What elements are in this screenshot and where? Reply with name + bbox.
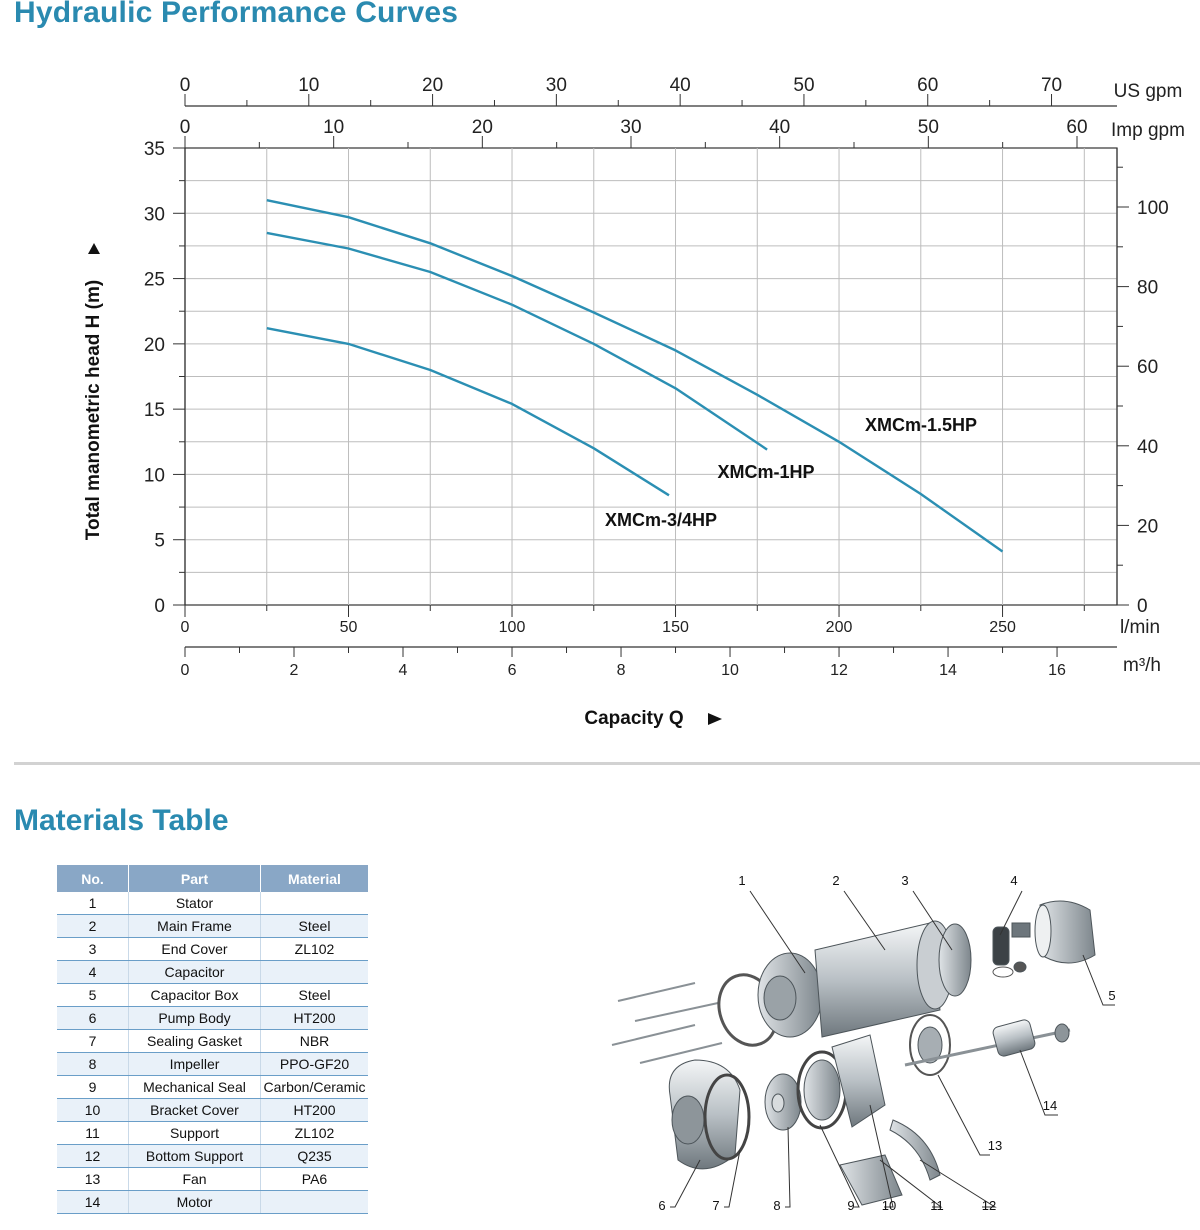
table-row [57,984,368,1007]
right-tick-label: 40 [1137,436,1159,458]
m3h-tick-label: 10 [721,662,739,679]
us-tick-label: 50 [793,75,815,96]
cell-part: Bracket Cover [129,1099,261,1122]
cell-material: HT200 [261,1007,369,1030]
header-no: No. [57,865,129,892]
pump-exploded-diagram [600,865,1140,1225]
m3h-tick-label: 2 [289,662,299,679]
cell-part: Pump Body [129,1007,261,1030]
pump-parts-drawing [612,901,1095,1205]
header-material: Material [261,865,369,892]
m3h-tick-label: 8 [616,662,626,679]
imp-tick-label: 40 [769,117,791,138]
cell-material: PA6 [261,1168,369,1191]
x-axis-title: Capacity Q [584,708,684,729]
curves-title: Hydraulic Performance Curves [14,0,459,29]
callout-number: 11 [930,1198,944,1213]
table-row [57,1191,368,1214]
cell-material: ZL102 [261,1122,369,1145]
callout-line [938,1075,990,1155]
us-tick-label: 30 [545,75,567,96]
table-row [57,892,368,915]
m3h-unit: m³/h [1123,655,1161,676]
table-row [57,1168,368,1191]
materials-title: Materials Table [14,804,229,837]
cell-material [261,892,369,915]
lmin-tick-label: 100 [498,619,526,636]
header-part: Part [129,865,261,892]
table-row [57,938,368,961]
imp-unit: Imp gpm [1111,120,1185,141]
cell-material: Steel [261,915,369,938]
cell-part: Sealing Gasket [129,1030,261,1053]
left-tick-label: 10 [143,465,165,487]
lmin-tick-label: 50 [339,619,358,636]
cell-material [261,961,369,984]
table-row [57,1099,368,1122]
cell-part: Capacitor [129,961,261,984]
m3h-tick-label: 12 [830,662,848,679]
cell-no: 14 [57,1191,129,1214]
table-row [57,1053,368,1076]
table-row [57,961,368,984]
callout-number: 3 [901,873,909,888]
y-axis-title: Total manometric head H (m) [83,279,104,541]
cell-part: Capacitor Box [129,984,261,1007]
callout-number: 1 [738,873,746,888]
series-label: XMCm-1HP [717,462,815,482]
callout-line [785,1127,790,1207]
cell-part: Bottom Support [129,1145,261,1168]
cell-material [261,1191,369,1214]
left-tick-label: 0 [154,596,165,617]
table-row [57,1145,368,1168]
cell-part: Impeller [129,1053,261,1076]
right-tick-label: 0 [1137,596,1148,617]
cell-no: 11 [57,1122,129,1145]
imp-tick-label: 50 [917,117,939,138]
imp-tick-label: 10 [323,117,345,138]
right-tick-label: 100 [1137,198,1169,220]
table-header-row [57,865,368,892]
right-tick-label: 80 [1137,277,1159,299]
us-tick-label: 0 [179,75,191,96]
cell-part: End Cover [129,938,261,961]
lmin-tick-label: 150 [662,619,689,636]
callout-number: 4 [1010,873,1018,888]
section-divider [14,762,1200,765]
callout-number: 8 [773,1198,781,1213]
cell-no: 2 [57,915,129,938]
cell-part: Mechanical Seal [129,1076,261,1099]
cell-no: 7 [57,1030,129,1053]
callout-number: 6 [658,1198,666,1213]
callout-number: 13 [987,1138,1003,1153]
cell-no: 9 [57,1076,129,1099]
callout-number: 12 [981,1198,997,1213]
right-tick-label: 60 [1137,357,1159,379]
m3h-tick-label: 4 [398,662,408,679]
cell-part: Support [129,1122,261,1145]
lmin-unit: l/min [1119,617,1161,638]
left-tick-label: 35 [143,139,165,160]
left-tick-label: 5 [154,530,165,552]
table-row [57,1076,368,1099]
callout-number: 10 [881,1198,897,1213]
imp-tick-label: 20 [471,117,493,138]
left-tick-label: 15 [143,400,165,422]
cell-no: 13 [57,1168,129,1191]
imp-tick-label: 30 [620,117,642,138]
lmin-tick-label: 0 [180,619,190,636]
cell-part: Main Frame [129,915,261,938]
table-row [57,1007,368,1030]
materials-table-body [57,892,368,1214]
cell-no: 4 [57,961,129,984]
callout-number: 9 [847,1198,855,1213]
us-tick-label: 10 [298,75,320,96]
callout-number: 2 [832,873,840,888]
table-row [57,1122,368,1145]
us-tick-label: 60 [917,75,939,96]
cell-no: 8 [57,1053,129,1076]
cell-no: 6 [57,1007,129,1030]
callout-number: 7 [712,1198,720,1213]
left-tick-label: 30 [143,204,165,226]
m3h-tick-label: 0 [180,662,190,679]
us-tick-label: 40 [669,75,691,96]
series-line [267,200,1003,551]
cell-no: 5 [57,984,129,1007]
series-line [267,233,767,450]
us-tick-label: 70 [1040,75,1063,96]
lmin-tick-label: 250 [989,619,1016,636]
table-row [57,915,368,938]
cell-no: 12 [57,1145,129,1168]
cell-material: PPO-GF20 [261,1053,369,1076]
cell-no: 1 [57,892,129,915]
m3h-tick-label: 6 [507,662,517,679]
right-tick-label: 20 [1137,516,1159,538]
cell-part: Fan [129,1168,261,1191]
callout-number: 5 [1108,988,1116,1003]
cell-no: 3 [57,938,129,961]
cell-material: ZL102 [261,938,369,961]
imp-tick-label: 60 [1066,117,1088,138]
callout-number: 14 [1042,1098,1058,1113]
table-row [57,1030,368,1053]
cell-material: Steel [261,984,369,1007]
m3h-tick-label: 16 [1048,662,1066,679]
us-unit: US gpm [1113,81,1183,102]
imp-tick-label: 0 [179,117,191,138]
series-label: XMCm-1.5HP [864,415,978,435]
cell-material: Carbon/Ceramic [261,1076,369,1099]
y-axis-arrow [88,243,100,254]
left-tick-label: 25 [143,269,165,291]
x-axis-arrow [708,713,722,725]
cell-part: Stator [129,892,261,915]
cell-part: Motor [129,1191,261,1214]
cell-material: NBR [261,1030,369,1053]
materials-table [57,865,368,1214]
cell-material: Q235 [261,1145,369,1168]
us-tick-label: 20 [422,75,444,96]
cell-no: 10 [57,1099,129,1122]
lmin-tick-label: 200 [825,619,853,636]
series-label: XMCm-3/4HP [604,510,718,530]
left-tick-label: 20 [143,334,165,356]
cell-material: HT200 [261,1099,369,1122]
m3h-tick-label: 14 [939,662,957,679]
